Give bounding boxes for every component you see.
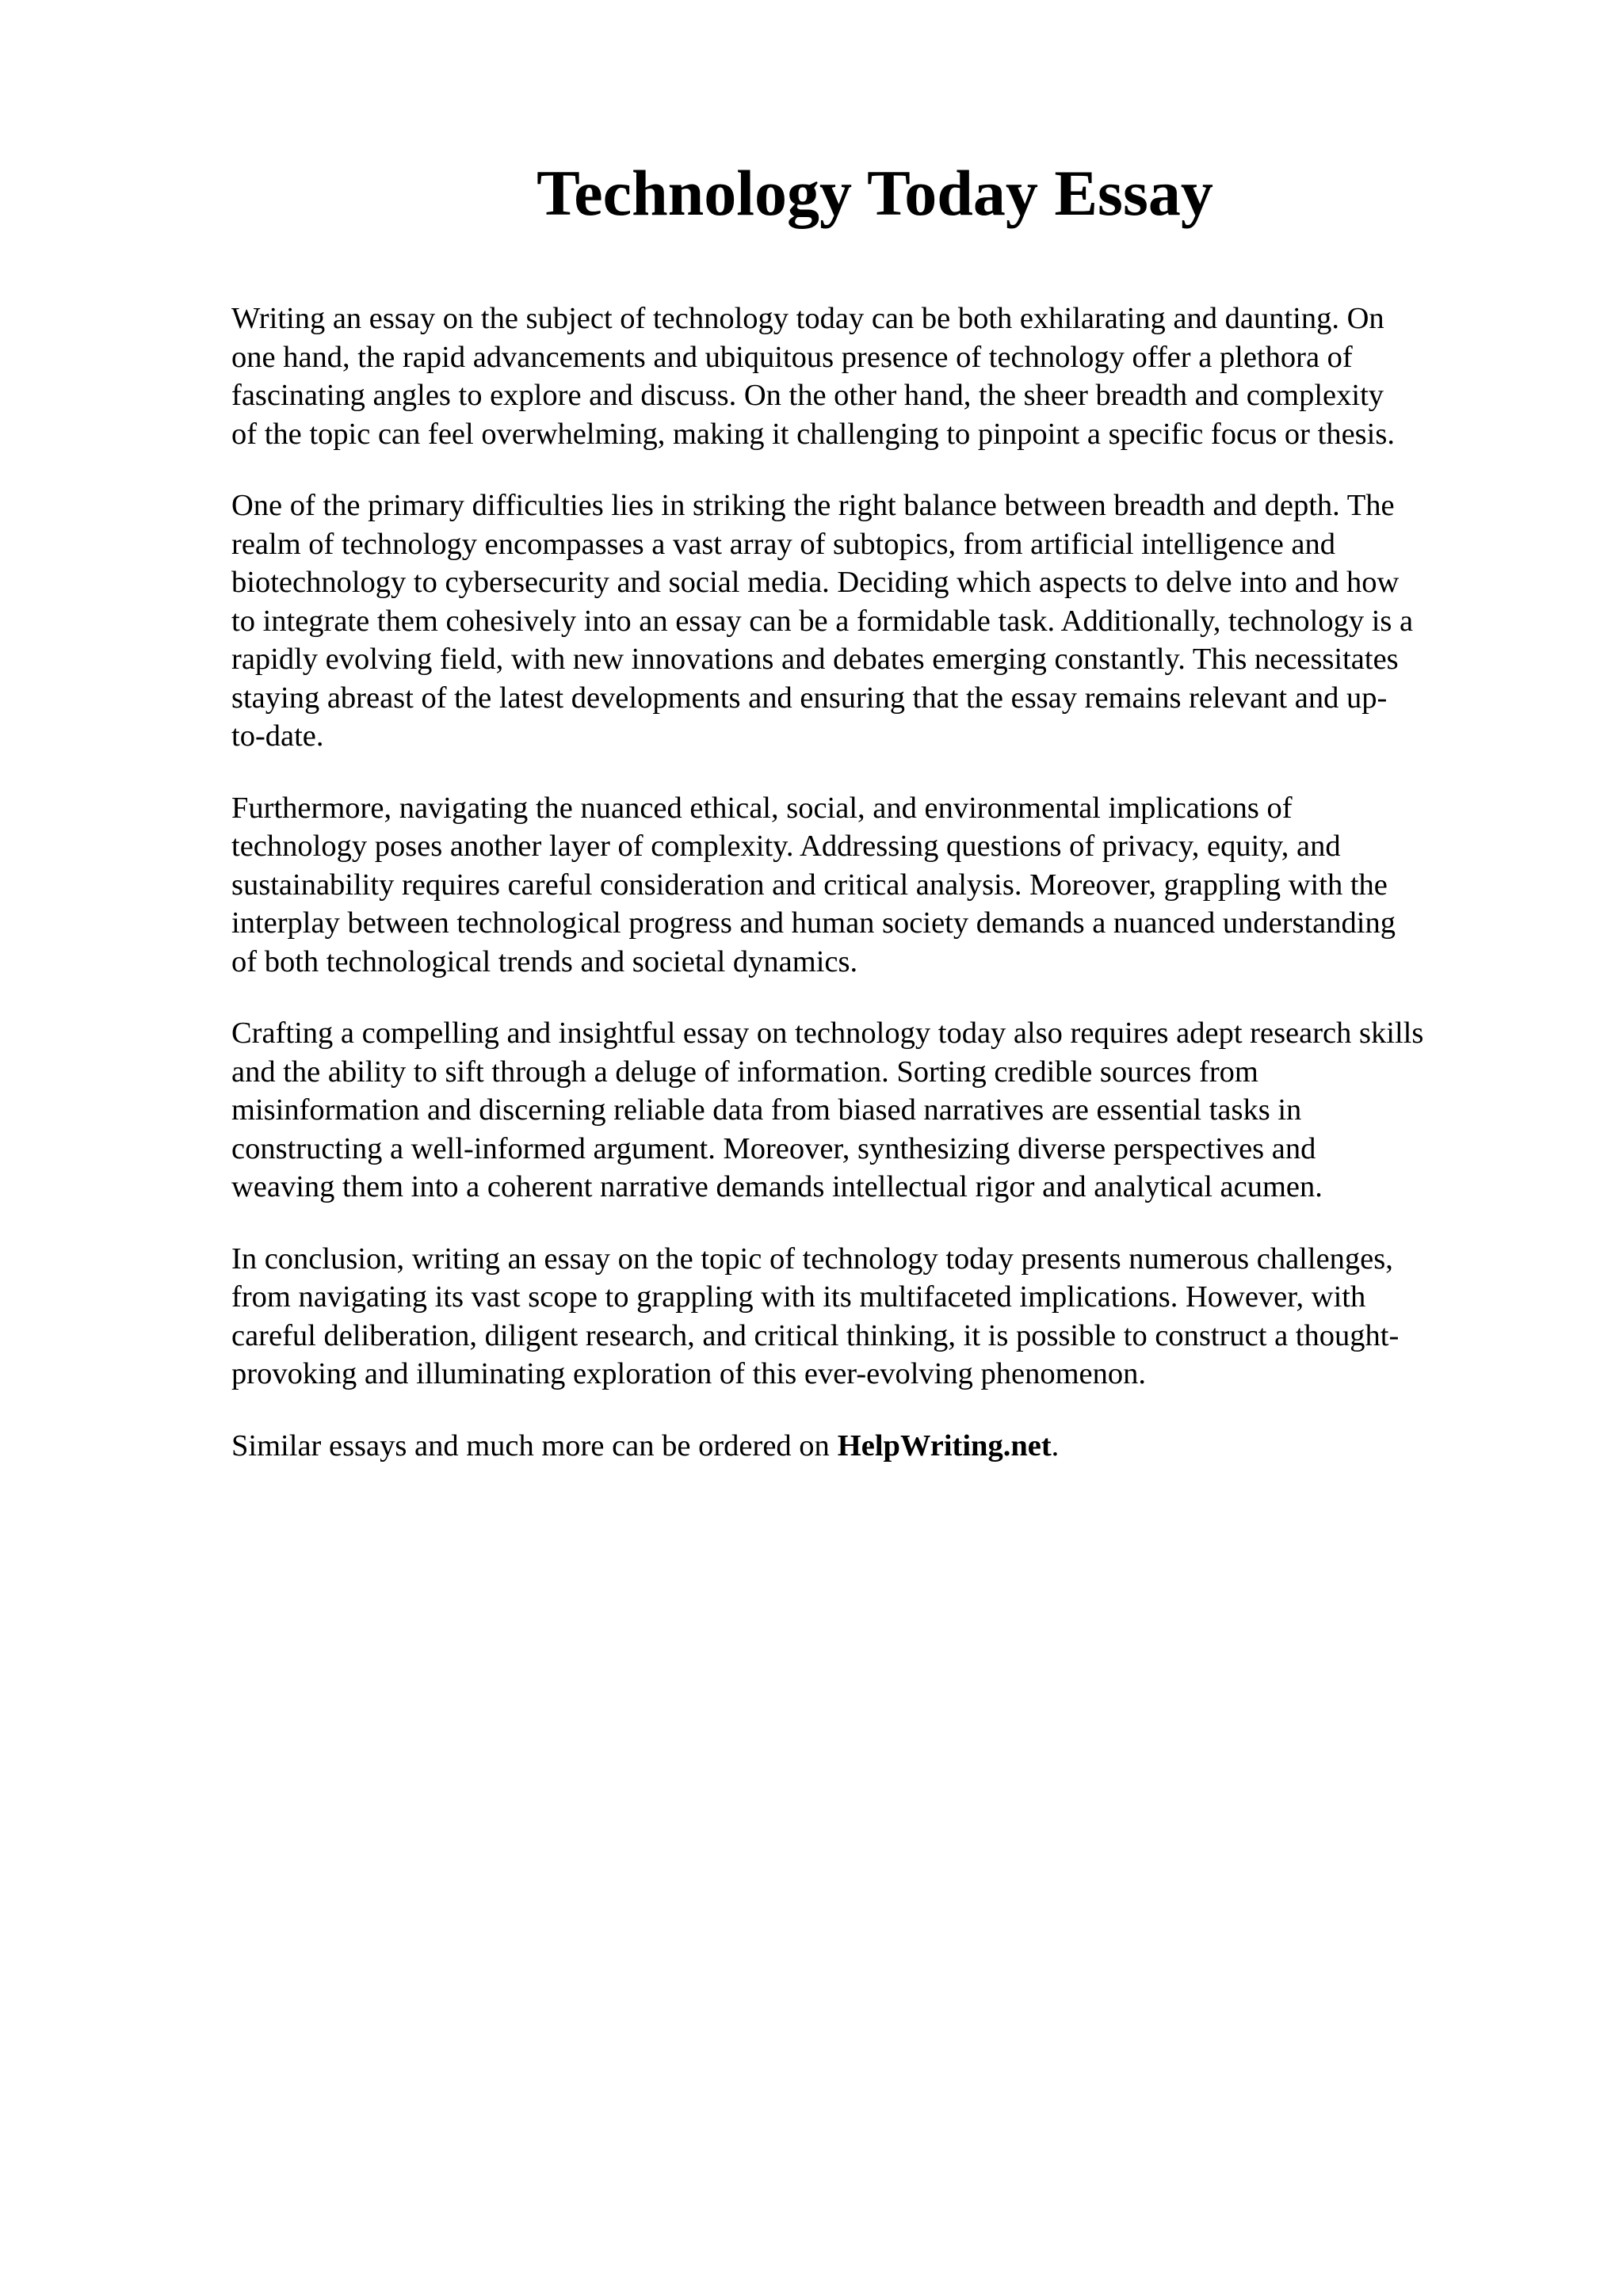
- paragraph-5: [231, 1240, 1523, 1394]
- paragraph-line: weaving them into a coherent narrative demands intellectual rigor and analytical acumen.: [231, 1170, 1323, 1203]
- paragraph-4: [231, 1014, 1523, 1207]
- paragraph-line: interplay between technological progress and human society demands a nuanced understanding: [231, 906, 1396, 940]
- page-title: Technology Today Essay: [537, 157, 1213, 229]
- paragraph-line: misinformation and discerning reliable data from biased narratives are essential tasks in: [231, 1093, 1302, 1127]
- paragraph-line: provoking and illuminating exploration of this ever-evolving phenomenon.: [231, 1357, 1147, 1390]
- paragraph-line: of both technological trends and societal dynamics.: [231, 944, 858, 978]
- paragraph-line: realm of technology encompasses a vast array of subtopics, from artificial intelligence and: [231, 527, 1335, 561]
- paragraph-line: one hand, the rapid advancements and ubiquitous presence of technology offer a plethora of: [231, 340, 1353, 374]
- paragraph-2: [231, 486, 1523, 756]
- brand-link[interactable]: HelpWriting.net: [837, 1428, 1052, 1463]
- paragraph-line: from navigating its vast scope to grappling with its multifaceted implications. However, with: [231, 1280, 1366, 1314]
- paragraph-line: to-date.: [231, 719, 324, 753]
- paragraph-line: Furthermore, navigating the nuanced ethical, social, and environmental implications of: [231, 791, 1293, 825]
- promo-punctuation: .: [1051, 1428, 1060, 1463]
- paragraph-line: In conclusion, writing an essay on the topic of technology today presents numerous challenges,: [231, 1241, 1393, 1276]
- paragraph-line: sustainability requires careful consideration and critical analysis. Moreover, grappling with the: [231, 868, 1388, 902]
- paragraph-line: Writing an essay on the subject of technology today can be both exhilarating and daunting. On: [231, 302, 1384, 335]
- paragraph-line: of the topic can feel overwhelming, making it challenging to pinpoint a specific focus or thesis.: [231, 417, 1395, 451]
- promo-text: Similar essays and much more can be ordered on: [231, 1428, 830, 1463]
- paragraph-1: [231, 299, 1523, 453]
- paragraph-line: and the ability to sift through a deluge of information. Sorting credible sources from: [231, 1055, 1258, 1089]
- paragraph-line: careful deliberation, diligent research, and critical thinking, it is possible to construct a thought-: [231, 1318, 1400, 1352]
- paragraph-line: staying abreast of the latest developments and ensuring that the essay remains relevant and up-: [231, 681, 1388, 715]
- paragraph-line: technology poses another layer of complexity. Addressing questions of privacy, equity, and: [231, 830, 1341, 863]
- paragraph-line: rapidly evolving field, with new innovations and debates emerging constantly. This necessitates: [231, 643, 1399, 676]
- paragraph-line: constructing a well-informed argument. Moreover, synthesizing diverse perspectives and: [231, 1131, 1316, 1165]
- paragraph-3: [231, 789, 1523, 982]
- essay-body: [231, 299, 1523, 1465]
- paragraph-line: Crafting a compelling and insightful essay on technology today also requires adept research skills: [231, 1016, 1424, 1050]
- paragraph-line: to integrate them cohesively into an essay can be a formidable task. Additionally, technology is a: [231, 604, 1414, 638]
- paragraph-line: One of the primary difficulties lies in striking the right balance between breadth and depth. The: [231, 489, 1395, 522]
- promo-line: [231, 1427, 1523, 1466]
- paragraph-line: biotechnology to cybersecurity and social media. Deciding which aspects to delve into and how: [231, 566, 1400, 599]
- paragraph-line: fascinating angles to explore and discuss. On the other hand, the sheer breadth and complexity: [231, 379, 1384, 412]
